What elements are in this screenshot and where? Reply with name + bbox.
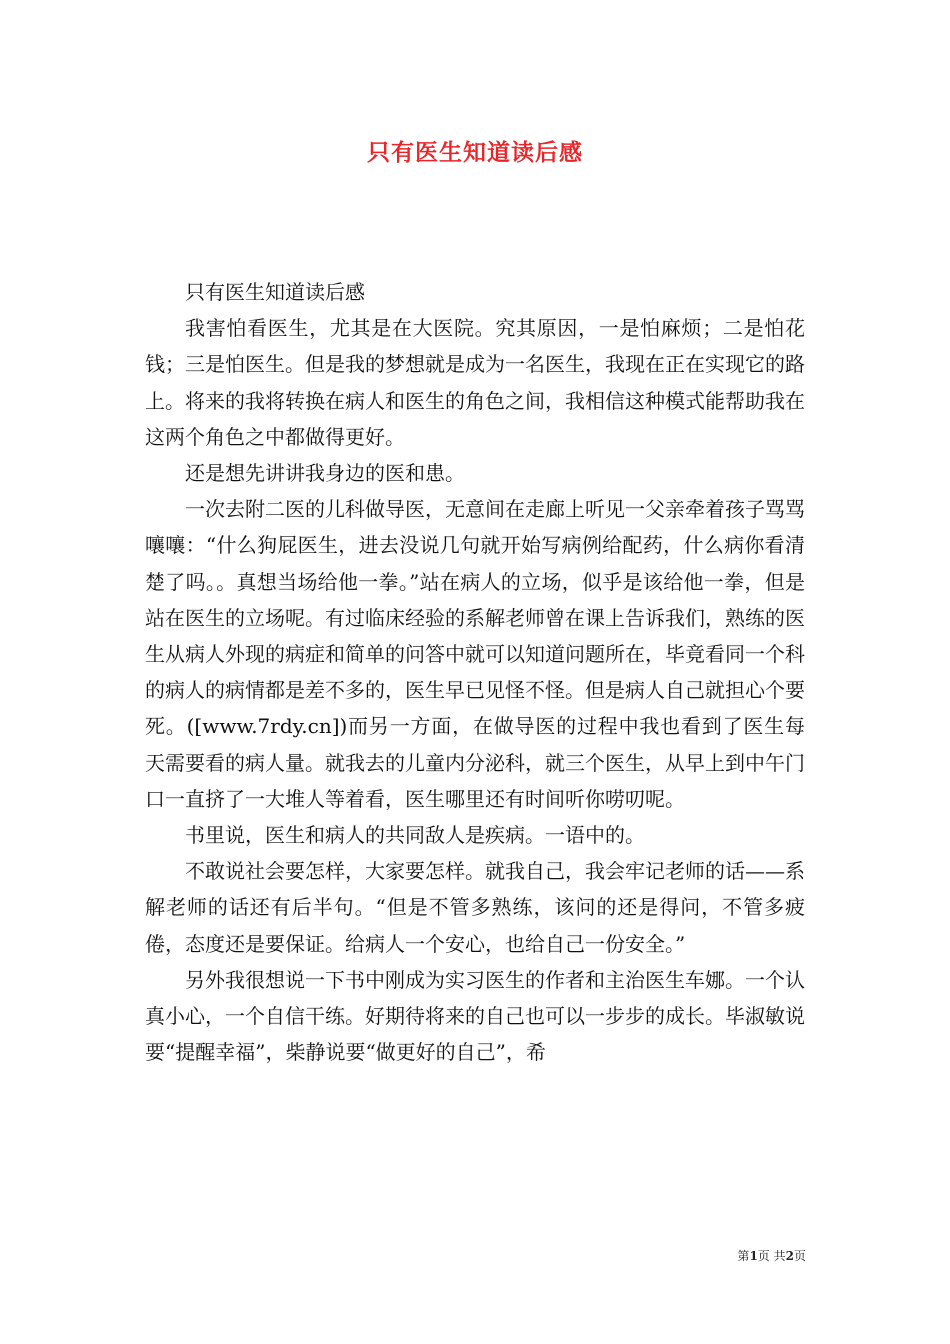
footer-prefix: 第 <box>737 1249 750 1263</box>
body-paragraph: 还是想先讲讲我身边的医和患。 <box>185 461 465 486</box>
total-page-number: 2 <box>785 1249 794 1263</box>
current-page-number: 1 <box>749 1249 758 1263</box>
body-paragraph: 一次去附二医的儿科做导医，无意间在走廊上听见一父亲牵着孩子骂骂嚷嚷：“什么狗屁医生，进去没说几句就开始写病例给配药，什么病你看清楚了吗。。真想当场给他一拳。”站在病人的立场，似乎是该给他一拳，但是站在医生的立场呢。有过临床经验的系解老师曾在课上告诉我们，熟练的医生从病人外现的病症和简单的问答中就可以知道问题所在，毕竟看同一个科的病人的病情都是差不多的，医生早已见怪不怪。但是病人自己就担心个要死。([www.7rdy.cn])而另一方面，在做导医的过程中我也看到了医生每天需要看的病人量。就我去的儿童内分泌科，就三个医生，从早上到中午门口一直挤了一大堆人等着看，医生哪里还有时间听你唠叨呢。 <box>145 497 805 811</box>
footer-middle: 页 共 <box>757 1249 786 1263</box>
page-number-footer <box>737 1247 806 1264</box>
body-paragraph: 我害怕看医生，尤其是在大医院。究其原因，一是怕麻烦；二是怕花钱；三是怕医生。但是我的梦想就是成为一名医生，我现在正在实现它的路上。将来的我将转换在病人和医生的角色之间，我相信这种模式能帮助我在这两个角色之中都做得更好。 <box>145 316 805 449</box>
document-body <box>145 274 805 1070</box>
page-title: 只有医生知道读后感 <box>367 139 583 166</box>
footer-suffix: 页 <box>793 1249 806 1263</box>
body-paragraph: 书里说，医生和病人的共同敌人是疾病。一语中的。 <box>185 823 645 848</box>
body-paragraph: 只有医生知道读后感 <box>185 280 365 304</box>
body-paragraph: 不敢说社会要怎样，大家要怎样。就我自己，我会牢记老师的话——系解老师的话还有后半句。“但是不管多熟练，该问的还是得问，不管多疲倦，态度还是要保证。给病人一个安心，也给自己一份安全。” <box>145 859 805 956</box>
body-paragraph: 另外我很想说一下书中刚成为实习医生的作者和主治医生车娜。一个认真小心，一个自信干练。好期待将来的自己也可以一步步的成长。毕淑敏说要“提醒幸福”，柴静说要“做更好的自己”，希 <box>145 967 805 1065</box>
